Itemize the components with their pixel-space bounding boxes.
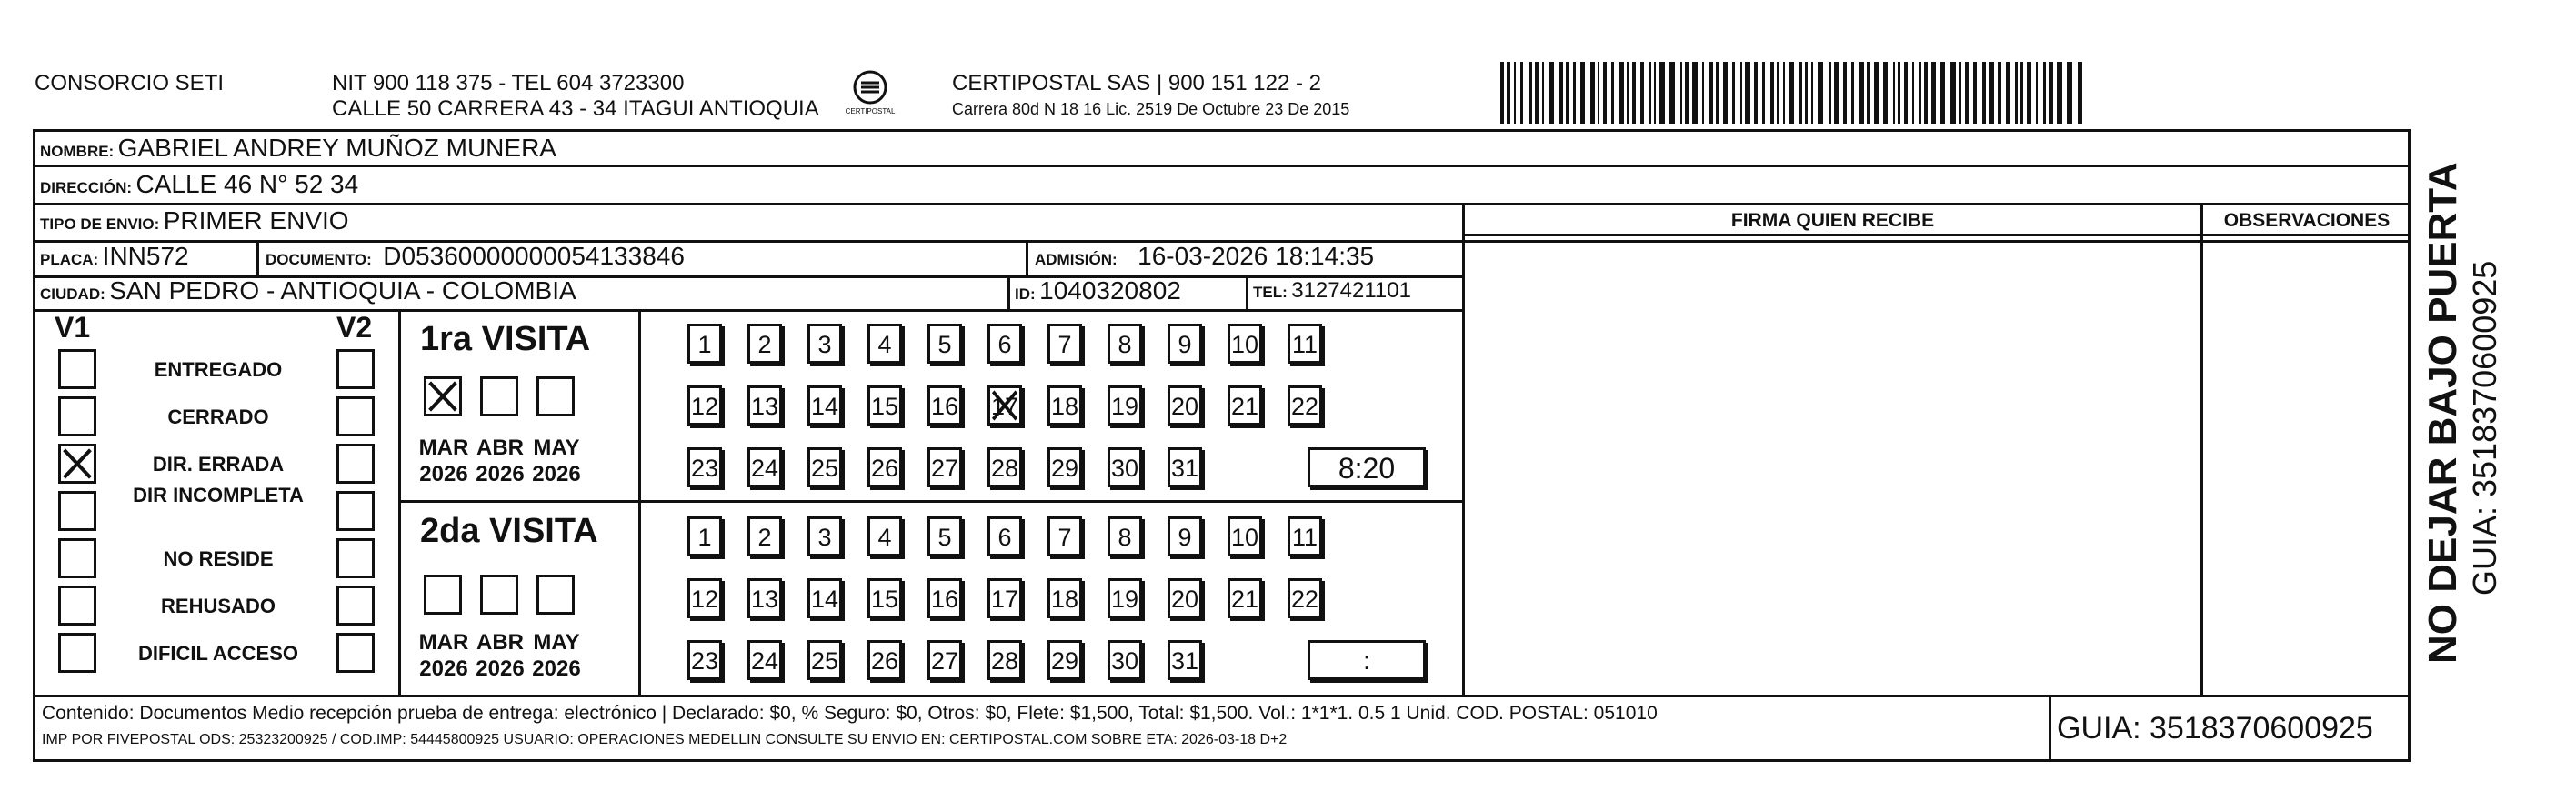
certipostal-logo [838, 67, 902, 124]
first-day-box[interactable]: 18 [1047, 385, 1082, 426]
reason-label: ENTREGADO [154, 358, 283, 381]
first-day-box[interactable]: 10 [1228, 324, 1262, 364]
barcode-bar [1851, 62, 1854, 124]
barcode-bar [1654, 62, 1656, 124]
barcode-bar [1619, 62, 1624, 124]
first-day-box[interactable]: 5 [927, 324, 962, 364]
placa-value: INN572 [102, 242, 189, 270]
barcode-bar [1965, 62, 1969, 124]
month-name: MAY [533, 630, 580, 655]
barcode-bar [1611, 62, 1614, 124]
barcode-bar [1883, 62, 1888, 124]
barcode-bar [1542, 62, 1544, 124]
barcode-bar [1723, 62, 1728, 124]
second-day-box[interactable]: 11 [1288, 516, 1322, 556]
reason-label: DIFICIL ACCESO [137, 642, 298, 665]
tel-value: 3127421101 [1291, 278, 1411, 303]
second-day-box[interactable]: 5 [927, 516, 962, 556]
barcode-bar [1598, 62, 1599, 124]
barcode-bar [1566, 62, 1569, 124]
barcode-bar [1770, 62, 1774, 124]
barcode-bar [1709, 62, 1713, 124]
side-guia: GUIA: 3518370600925 [2466, 260, 2503, 596]
second-visit-title: 2da VISITA [420, 512, 598, 550]
first-day-box[interactable]: 6 [987, 324, 1022, 364]
first-day-box[interactable]: 29 [1047, 447, 1082, 487]
barcode-bar [1834, 62, 1839, 124]
second-day-box[interactable]: 26 [867, 640, 902, 680]
second-day-box[interactable]: 23 [687, 640, 722, 680]
v2-checkbox[interactable] [336, 444, 375, 484]
first-day-box[interactable]: 25 [807, 447, 842, 487]
nit-line: NIT 900 118 375 - TEL 604 3723300 [332, 71, 685, 95]
second-day-box[interactable]: 15 [867, 578, 902, 618]
second-time-box[interactable]: : [1308, 640, 1426, 680]
second-day-box[interactable]: 7 [1047, 516, 1082, 556]
first-day-box[interactable]: 2 [747, 324, 782, 364]
second-day-box[interactable]: 8 [1108, 516, 1142, 556]
second-day-box[interactable]: 29 [1047, 640, 1082, 680]
month-name: ABR [476, 436, 524, 460]
barcode-bar [1959, 62, 1961, 124]
barcode-bar [1745, 62, 1750, 124]
barcode-bar [2006, 62, 2010, 124]
second-day-box[interactable]: 12 [687, 578, 722, 618]
id-value: 1040320802 [1039, 276, 1181, 305]
barcode-bar [1931, 62, 1936, 124]
barcode-bar [1777, 62, 1779, 124]
barcode-bar [1559, 62, 1563, 124]
barcode [1500, 62, 2082, 124]
barcode-bar [1603, 62, 1607, 124]
v2-checkbox[interactable] [336, 538, 375, 578]
month-year: 2026 [532, 462, 581, 486]
barcode-bar [1640, 62, 1644, 124]
second-day-box[interactable]: 24 [747, 640, 782, 680]
barcode-bar [1799, 62, 1802, 124]
admision-value: 16-03-2026 18:14:35 [1138, 242, 1375, 270]
barcode-bar [1685, 62, 1689, 124]
admision-label: ADMISIÓN: [1035, 251, 1118, 268]
first-visit-title: 1ra VISITA [420, 320, 591, 358]
month-label [416, 435, 471, 487]
tipo-value: PRIMER ENVIO [163, 206, 349, 235]
firma-header: FIRMA QUIEN RECIBE [1730, 210, 1935, 231]
tipo-label: TIPO DE ENVIO: [40, 215, 160, 233]
second-day-box[interactable]: 18 [1047, 578, 1082, 618]
barcode-bar [1989, 62, 1994, 124]
first-day-box[interactable]: 12 [687, 385, 722, 426]
id-label: ID: [1015, 285, 1036, 303]
first-day-box[interactable]: 23 [687, 447, 722, 487]
second-day-box[interactable]: 9 [1168, 516, 1202, 556]
month-name: MAR [418, 436, 469, 460]
second-day-box[interactable]: 1 [687, 516, 722, 556]
v1-checkbox[interactable] [58, 396, 96, 436]
barcode-bar [1500, 62, 1504, 124]
barcode-bar [1627, 62, 1629, 124]
second-day-box[interactable]: 25 [807, 640, 842, 680]
barcode-bar [2015, 62, 2018, 124]
barcode-bar [1669, 62, 1675, 124]
barcode-bar [2049, 62, 2053, 124]
barcode-bar [2057, 62, 2062, 124]
second-day-box[interactable]: 28 [987, 640, 1022, 680]
barcode-bar [1680, 62, 1682, 124]
month-year: 2026 [419, 656, 468, 681]
barcode-bar [1805, 62, 1808, 124]
company-name: CONSORCIO SETI [35, 71, 225, 95]
first-month-checkbox[interactable] [536, 376, 575, 416]
month-label [473, 629, 527, 682]
second-day-box[interactable]: 27 [927, 640, 962, 680]
barcode-bar [1924, 62, 1928, 124]
first-day-box[interactable]: 15 [867, 385, 902, 426]
first-month-checkbox[interactable] [480, 376, 518, 416]
barcode-bar [1859, 62, 1864, 124]
tel-label: TEL: [1253, 284, 1288, 301]
month-label [529, 435, 584, 487]
barcode-bar [1549, 62, 1554, 124]
barcode-bar [1912, 62, 1914, 124]
v1-label: V1 [55, 311, 91, 344]
nombre-value: GABRIEL ANDREY MUÑOZ MUNERA [117, 134, 556, 162]
direccion-value: CALLE 46 N° 52 34 [135, 170, 359, 198]
barcode-bar [1998, 62, 2001, 124]
side-warning: NO DEJAR BAJO PUERTA [2421, 162, 2465, 664]
v2-checkbox[interactable] [336, 349, 375, 389]
address-line: CALLE 50 CARRERA 43 - 34 ITAGUI ANTIOQUIA [332, 96, 819, 121]
first-day-box[interactable]: 7 [1047, 324, 1082, 364]
first-day-box[interactable]: 9 [1168, 324, 1202, 364]
month-year: 2026 [532, 656, 581, 681]
barcode-bar [1919, 62, 1921, 124]
barcode-bar [2067, 62, 2072, 124]
barcode-bar [2043, 62, 2046, 124]
barcode-bar [1754, 62, 1758, 124]
nombre-label: NOMBRE: [40, 143, 115, 160]
month-label [529, 629, 584, 682]
barcode-bar [1692, 62, 1698, 124]
barcode-bar [1659, 62, 1665, 124]
barcode-bar [1893, 62, 1895, 124]
v1-checkbox[interactable] [58, 444, 96, 484]
v2-label: V2 [336, 311, 373, 344]
month-label [416, 629, 471, 682]
first-day-box[interactable]: 22 [1288, 385, 1322, 426]
v1-checkbox[interactable] [58, 491, 96, 531]
first-day-box[interactable]: 8 [1108, 324, 1142, 364]
documento-label: DOCUMENTO: [266, 251, 372, 268]
first-day-box[interactable]: 19 [1108, 385, 1142, 426]
reason-label: DIR. ERRADA [152, 453, 285, 476]
first-day-box[interactable]: 1 [687, 324, 722, 364]
barcode-bar [1973, 62, 1977, 124]
barcode-bar [1874, 62, 1879, 124]
barcode-bar [1649, 62, 1651, 124]
second-day-box[interactable]: 20 [1168, 578, 1202, 618]
reason-label: CERRADO [167, 406, 269, 428]
second-day-box[interactable]: 19 [1108, 578, 1142, 618]
first-day-box[interactable]: 3 [807, 324, 842, 364]
first-day-box[interactable]: 21 [1228, 385, 1262, 426]
first-time-box[interactable]: 8:20 [1308, 447, 1426, 487]
first-day-box[interactable]: 14 [807, 385, 842, 426]
barcode-bar [1811, 62, 1813, 124]
v1-checkbox[interactable] [58, 586, 96, 626]
first-day-box[interactable]: 20 [1168, 385, 1202, 426]
barcode-bar [1590, 62, 1595, 124]
barcode-bar [1904, 62, 1908, 124]
first-day-box[interactable]: 13 [747, 385, 782, 426]
second-day-box[interactable]: 6 [987, 516, 1022, 556]
v2-checkbox[interactable] [336, 396, 375, 436]
barcode-bar [1535, 62, 1539, 124]
carrier-license: Carrera 80d N 18 16 Lic. 2519 De Octubre 23 De 2015 [952, 100, 1350, 118]
barcode-bar [1867, 62, 1870, 124]
ciudad-label: CIUDAD: [40, 285, 105, 303]
first-day-box[interactable]: 11 [1288, 324, 1322, 364]
barcode-bar [1950, 62, 1956, 124]
first-day-box[interactable]: 27 [927, 447, 962, 487]
barcode-bar [1829, 62, 1831, 124]
placa-label: PLACA: [40, 251, 99, 268]
second-day-box[interactable]: 22 [1288, 578, 1322, 618]
month-year: 2026 [476, 656, 525, 681]
month-label [473, 435, 527, 487]
first-month-checkbox[interactable] [424, 376, 462, 416]
v1-checkbox[interactable] [58, 538, 96, 578]
v2-checkbox[interactable] [336, 633, 375, 673]
barcode-bar [1762, 62, 1765, 124]
barcode-bar [1740, 62, 1742, 124]
month-name: MAR [418, 630, 469, 655]
second-day-box[interactable]: 16 [927, 578, 962, 618]
month-year: 2026 [419, 462, 468, 486]
second-day-box[interactable]: 31 [1168, 640, 1202, 680]
barcode-bar [1940, 62, 1945, 124]
reason-label: DIR INCOMPLETA [133, 484, 304, 506]
first-day-box[interactable]: 24 [747, 447, 782, 487]
first-day-box[interactable]: 26 [867, 447, 902, 487]
second-day-box[interactable]: 3 [807, 516, 842, 556]
barcode-bar [2036, 62, 2038, 124]
second-day-box[interactable]: 13 [747, 578, 782, 618]
first-day-box[interactable]: 31 [1168, 447, 1202, 487]
barcode-bar [1520, 62, 1523, 124]
barcode-bar [1514, 62, 1516, 124]
second-day-box[interactable]: 21 [1228, 578, 1262, 618]
barcode-bar [1789, 62, 1794, 124]
documento-value: D05360000000054133846 [383, 242, 685, 270]
v1-checkbox[interactable] [58, 349, 96, 389]
v2-checkbox[interactable] [336, 491, 375, 531]
barcode-bar [1573, 62, 1576, 124]
contenido-text: Contenido: Documentos Medio recepción prueba de entrega: electrónico | Declarado: $0, % Seguro: $0, Otros: $0, Flete: $1,500, Total: $1,500. Vol.: 1*1*1. 0.5 1 Unid. COD. POSTAL: 051010 [42, 703, 1658, 724]
month-name: MAY [533, 436, 580, 460]
barcode-bar [2078, 62, 2082, 124]
barcode-bar [1818, 62, 1823, 124]
first-day-box[interactable]: 28 [987, 447, 1022, 487]
reason-label: REHUSADO [161, 595, 276, 617]
barcode-bar [1716, 62, 1719, 124]
v2-checkbox[interactable] [336, 586, 375, 626]
second-day-box[interactable]: 4 [867, 516, 902, 556]
barcode-bar [1898, 62, 1900, 124]
first-day-box[interactable]: 17 [987, 385, 1022, 426]
reason-label: NO RESIDE [163, 547, 274, 570]
second-day-box[interactable]: 30 [1108, 640, 1142, 680]
month-year: 2026 [476, 462, 525, 486]
footer-guia: GUIA: 3518370600925 [2057, 711, 2373, 746]
v1-checkbox[interactable] [58, 633, 96, 673]
barcode-bar [1580, 62, 1585, 124]
second-day-box[interactable]: 17 [987, 578, 1022, 618]
second-day-box[interactable]: 14 [807, 578, 842, 618]
second-month-checkbox[interactable] [480, 575, 518, 615]
month-name: ABR [476, 630, 524, 655]
first-day-box[interactable]: 30 [1108, 447, 1142, 487]
barcode-bar [1783, 62, 1785, 124]
second-month-checkbox[interactable] [536, 575, 575, 615]
second-day-box[interactable]: 2 [747, 516, 782, 556]
ciudad-value: SAN PEDRO - ANTIOQUIA - COLOMBIA [109, 276, 576, 305]
barcode-bar [1732, 62, 1735, 124]
carrier-name: CERTIPOSTAL SAS | 900 151 122 - 2 [952, 71, 1321, 95]
barcode-bar [1507, 62, 1510, 124]
first-day-box[interactable]: 16 [927, 385, 962, 426]
barcode-bar [1529, 62, 1532, 124]
second-day-box[interactable]: 10 [1228, 516, 1262, 556]
imp-text: IMP POR FIVEPOSTAL ODS: 25323200925 / COD.IMP: 54445800925 USUARIO: OPERACIONES MEDELLIN CONSULTE SU ENVIO EN: CERTIPOSTAL.COM SOBRE ETA: 2026-03-18 D+2 [42, 732, 1288, 747]
barcode-bar [1702, 62, 1704, 124]
barcode-bar [1843, 62, 1847, 124]
observaciones-header: OBSERVACIONES [2223, 210, 2391, 231]
barcode-bar [1982, 62, 1986, 124]
logo-text: CERTIPOSTAL [845, 107, 896, 115]
second-month-checkbox[interactable] [424, 575, 462, 615]
barcode-bar [1632, 62, 1636, 124]
barcode-bar [2027, 62, 2031, 124]
first-day-box[interactable]: 4 [867, 324, 902, 364]
barcode-bar [2020, 62, 2023, 124]
direccion-label: DIRECCIÓN: [40, 179, 133, 196]
